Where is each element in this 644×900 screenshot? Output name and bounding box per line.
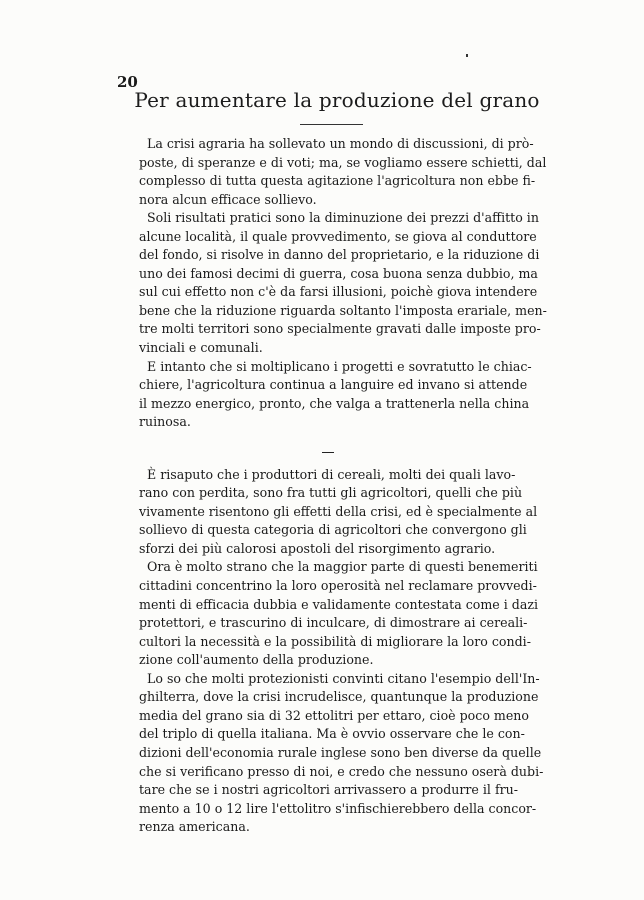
text-line: menti di efficacia dubbia e validamente contestata come i dazi [139, 596, 538, 612]
page-number: 20 [117, 73, 138, 91]
text-line: dizioni dell'economia rurale inglese sono ben diverse da quelle [139, 744, 542, 760]
text-line: renza americana. [139, 819, 250, 835]
text-line: Soli risultati pratici sono la diminuzione dei prezzi d'affitto in [147, 210, 539, 226]
section-2 [139, 466, 544, 837]
section-1 [139, 135, 547, 432]
text-line: complesso di tutta questa agitazione l'agricoltura non ebbe fi- [139, 173, 536, 189]
text-line: bene che la riduzione riguarda soltanto l'imposta erariale, men- [139, 302, 547, 318]
text-line: cittadini concentrino la loro operosità nel reclamare provvedi- [139, 578, 537, 594]
text-line: E intanto che si moltiplicano i progetti e sovratutto le chiac- [147, 358, 532, 374]
text-line: poste, di speranze e di voti; ma, se vogliamo essere schietti, dal [139, 154, 547, 170]
text-line: vivamente risentono gli effetti della crisi, ed è specialmente al [139, 503, 538, 519]
text-line: mento a 10 o 12 lire l'ettolitro s'infischierebbero della concor- [139, 800, 537, 816]
text-line: Ora è molto strano che la maggior parte di questi benemeriti [147, 559, 538, 575]
text-line: vinciali e comunali. [139, 340, 263, 356]
paragraph [139, 558, 538, 669]
text-line: È risaputo che i produttori di cereali, molti dei quali lavo- [147, 466, 516, 482]
text-line: alcune località, il quale provvedimento, se giova al conduttore [139, 228, 537, 244]
paragraph [139, 670, 544, 837]
text-line: del fondo, si risolve in danno del proprietario, e la riduzione di [139, 247, 540, 263]
text-line: sforzi dei più calorosi apostoli del risorgimento agrario. [139, 540, 496, 556]
text-line: che si verificano presso di noi, e credo che nessuno oserà dubi- [139, 763, 544, 779]
text-line: Lo so che molti protezionisti convinti citano l'esempio dell'In- [147, 670, 540, 686]
text-line: La crisi agraria ha sollevato un mondo di discussioni, di prò- [147, 136, 534, 151]
text-line: protettori, e trascurino di inculcare, di dimostrare ai cereali- [139, 615, 528, 631]
title-rule [300, 124, 363, 125]
text-line: tre molti territori sono specialmente gravati dalle imposte pro- [139, 321, 541, 337]
paragraph [139, 358, 532, 432]
text-line: ghilterra, dove la crisi incrudelisce, quantunque la produzione [139, 689, 539, 705]
text-line: ruinosa. [139, 414, 191, 430]
page-title: Per aumentare la produzione del grano [134, 88, 540, 112]
text-line: il mezzo energico, pronto, che valga a trattenerla nella china [139, 395, 530, 411]
text-line: sul cui effetto non c'è da farsi illusioni, poichè giova intendere [139, 284, 538, 300]
paragraph [139, 135, 547, 209]
section-separator [139, 432, 497, 466]
separator-dash [322, 452, 334, 453]
text-line: del triplo di quella italiana. Ma è ovvio osservare che le con- [139, 726, 525, 742]
article-body [139, 135, 547, 837]
text-line: tare che se i nostri agricoltori arrivassero a produrre il fru- [139, 782, 518, 798]
text-line: zione coll'aumento della produzione. [139, 652, 374, 668]
text-line: nora alcun efficace sollievo. [139, 191, 317, 207]
paragraph [139, 466, 538, 559]
text-line: sollievo di questa categoria di agricoltori che convergono gli [139, 522, 527, 538]
text-line: rano con perdita, sono fra tutti gli agricoltori, quelli che più [139, 485, 523, 501]
print-speck [466, 54, 468, 57]
text-line: chiere, l'agricoltura continua a languire ed invano si attende [139, 377, 528, 393]
text-line: media del grano sia di 32 ettolitri per ettaro, cioè poco meno [139, 707, 529, 723]
paragraph [139, 209, 547, 357]
text-line: uno dei famosi decimi di guerra, cosa buona senza dubbio, ma [139, 265, 538, 281]
text-line: cultori la necessità e la possibilità di migliorare la loro condi- [139, 633, 531, 649]
